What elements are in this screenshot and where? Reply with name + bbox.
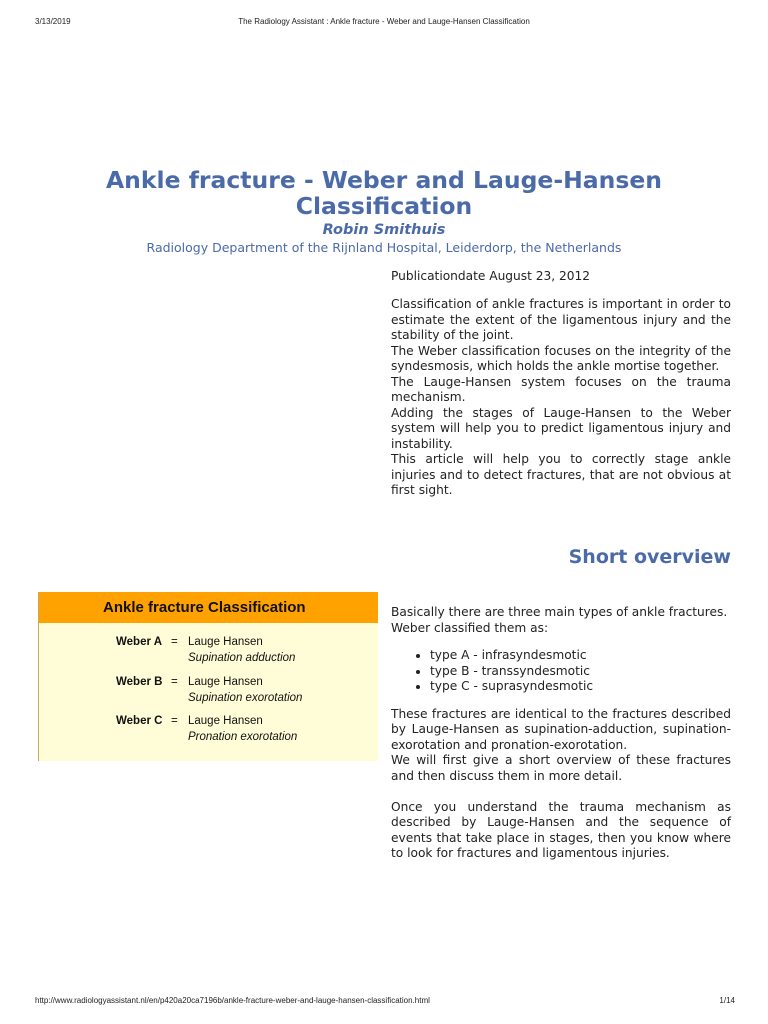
lauge-hansen-label: Lauge Hansen: [188, 636, 263, 648]
intro-paragraph: This article will help you to correctly stage ankle injuries and to detect fractures, that are not obvious at first sight.: [391, 452, 731, 497]
print-page-title: The Radiology Assistant : Ankle fracture - Weber and Lauge-Hansen Classification: [238, 17, 530, 26]
figure-title: Ankle fracture Classification: [39, 592, 378, 623]
section-heading-short-overview: Short overview: [568, 546, 731, 568]
overview-paragraph: Weber classified them as:: [391, 620, 549, 635]
equals-sign: =: [171, 676, 178, 688]
lauge-hansen-label: Lauge Hansen: [188, 676, 263, 688]
weber-label: Weber A: [116, 636, 163, 648]
lauge-hansen-label: Lauge Hansen: [188, 715, 263, 727]
intro-paragraph: Classification of ankle fractures is important in order to estimate the extent of the ligamentous injury and the stability of the joint.: [391, 297, 731, 342]
mechanism-label: Supination exorotation: [188, 692, 303, 704]
weber-label: Weber C: [116, 715, 163, 727]
weber-type-list: [391, 648, 731, 695]
article-title: Ankle fracture - Weber and Lauge-Hansen Classification: [105, 166, 663, 220]
list-item: • type C - suprasyndesmotic: [430, 679, 731, 695]
intro-paragraph: Adding the stages of Lauge-Hansen to the Weber system will help you to predict ligamentous injury and instability.: [391, 405, 731, 451]
list-item: • type B - transsyndesmotic: [430, 664, 731, 680]
weber-label: Weber B: [116, 676, 163, 688]
overview-paragraph: Once you understand the trauma mechanism as described by Lauge-Hansen and the sequence of events that take place in stages, then you know where to look for fractures and ligamentous injuries.: [391, 799, 731, 860]
publication-date: Publicationdate August 23, 2012: [391, 269, 591, 283]
print-url: http://www.radiologyassistant.nl/en/p420a20ca7196b/ankle-fracture-weber-and-lauge-hansen-classification.html: [35, 996, 430, 1005]
overview-paragraph: These fractures are identical to the fractures described by Lauge-Hansen as supination-adduction, supination-exorotation and pronation-exorotation.: [391, 706, 731, 752]
overview-paragraph: Basically there are three main types of ankle fractures.: [391, 605, 728, 619]
mechanism-label: Pronation exorotation: [188, 731, 298, 743]
overview-paragraph: We will first give a short overview of these fractures and then discuss them in more detail.: [391, 753, 731, 783]
equals-sign: =: [171, 715, 178, 727]
short-overview-text: [391, 605, 731, 862]
mechanism-label: Supination adduction: [188, 652, 296, 664]
equals-sign: =: [171, 636, 178, 648]
intro-paragraph: The Weber classification focuses on the integrity of the syndesmosis, which holds the ankle mortise together.: [391, 343, 731, 373]
print-date: 3/13/2019: [35, 17, 71, 26]
article-author: Robin Smithuis: [322, 222, 446, 238]
list-item: • type A - infrasyndesmotic: [430, 648, 731, 664]
intro-paragraph: The Lauge-Hansen system focuses on the trauma mechanism.: [391, 374, 731, 404]
intro-text: [391, 297, 731, 499]
print-page-number: 1/14: [719, 996, 735, 1005]
classification-figure: [38, 592, 378, 761]
article-affiliation: Radiology Department of the Rijnland Hospital, Leiderdorp, the Netherlands: [146, 240, 622, 255]
